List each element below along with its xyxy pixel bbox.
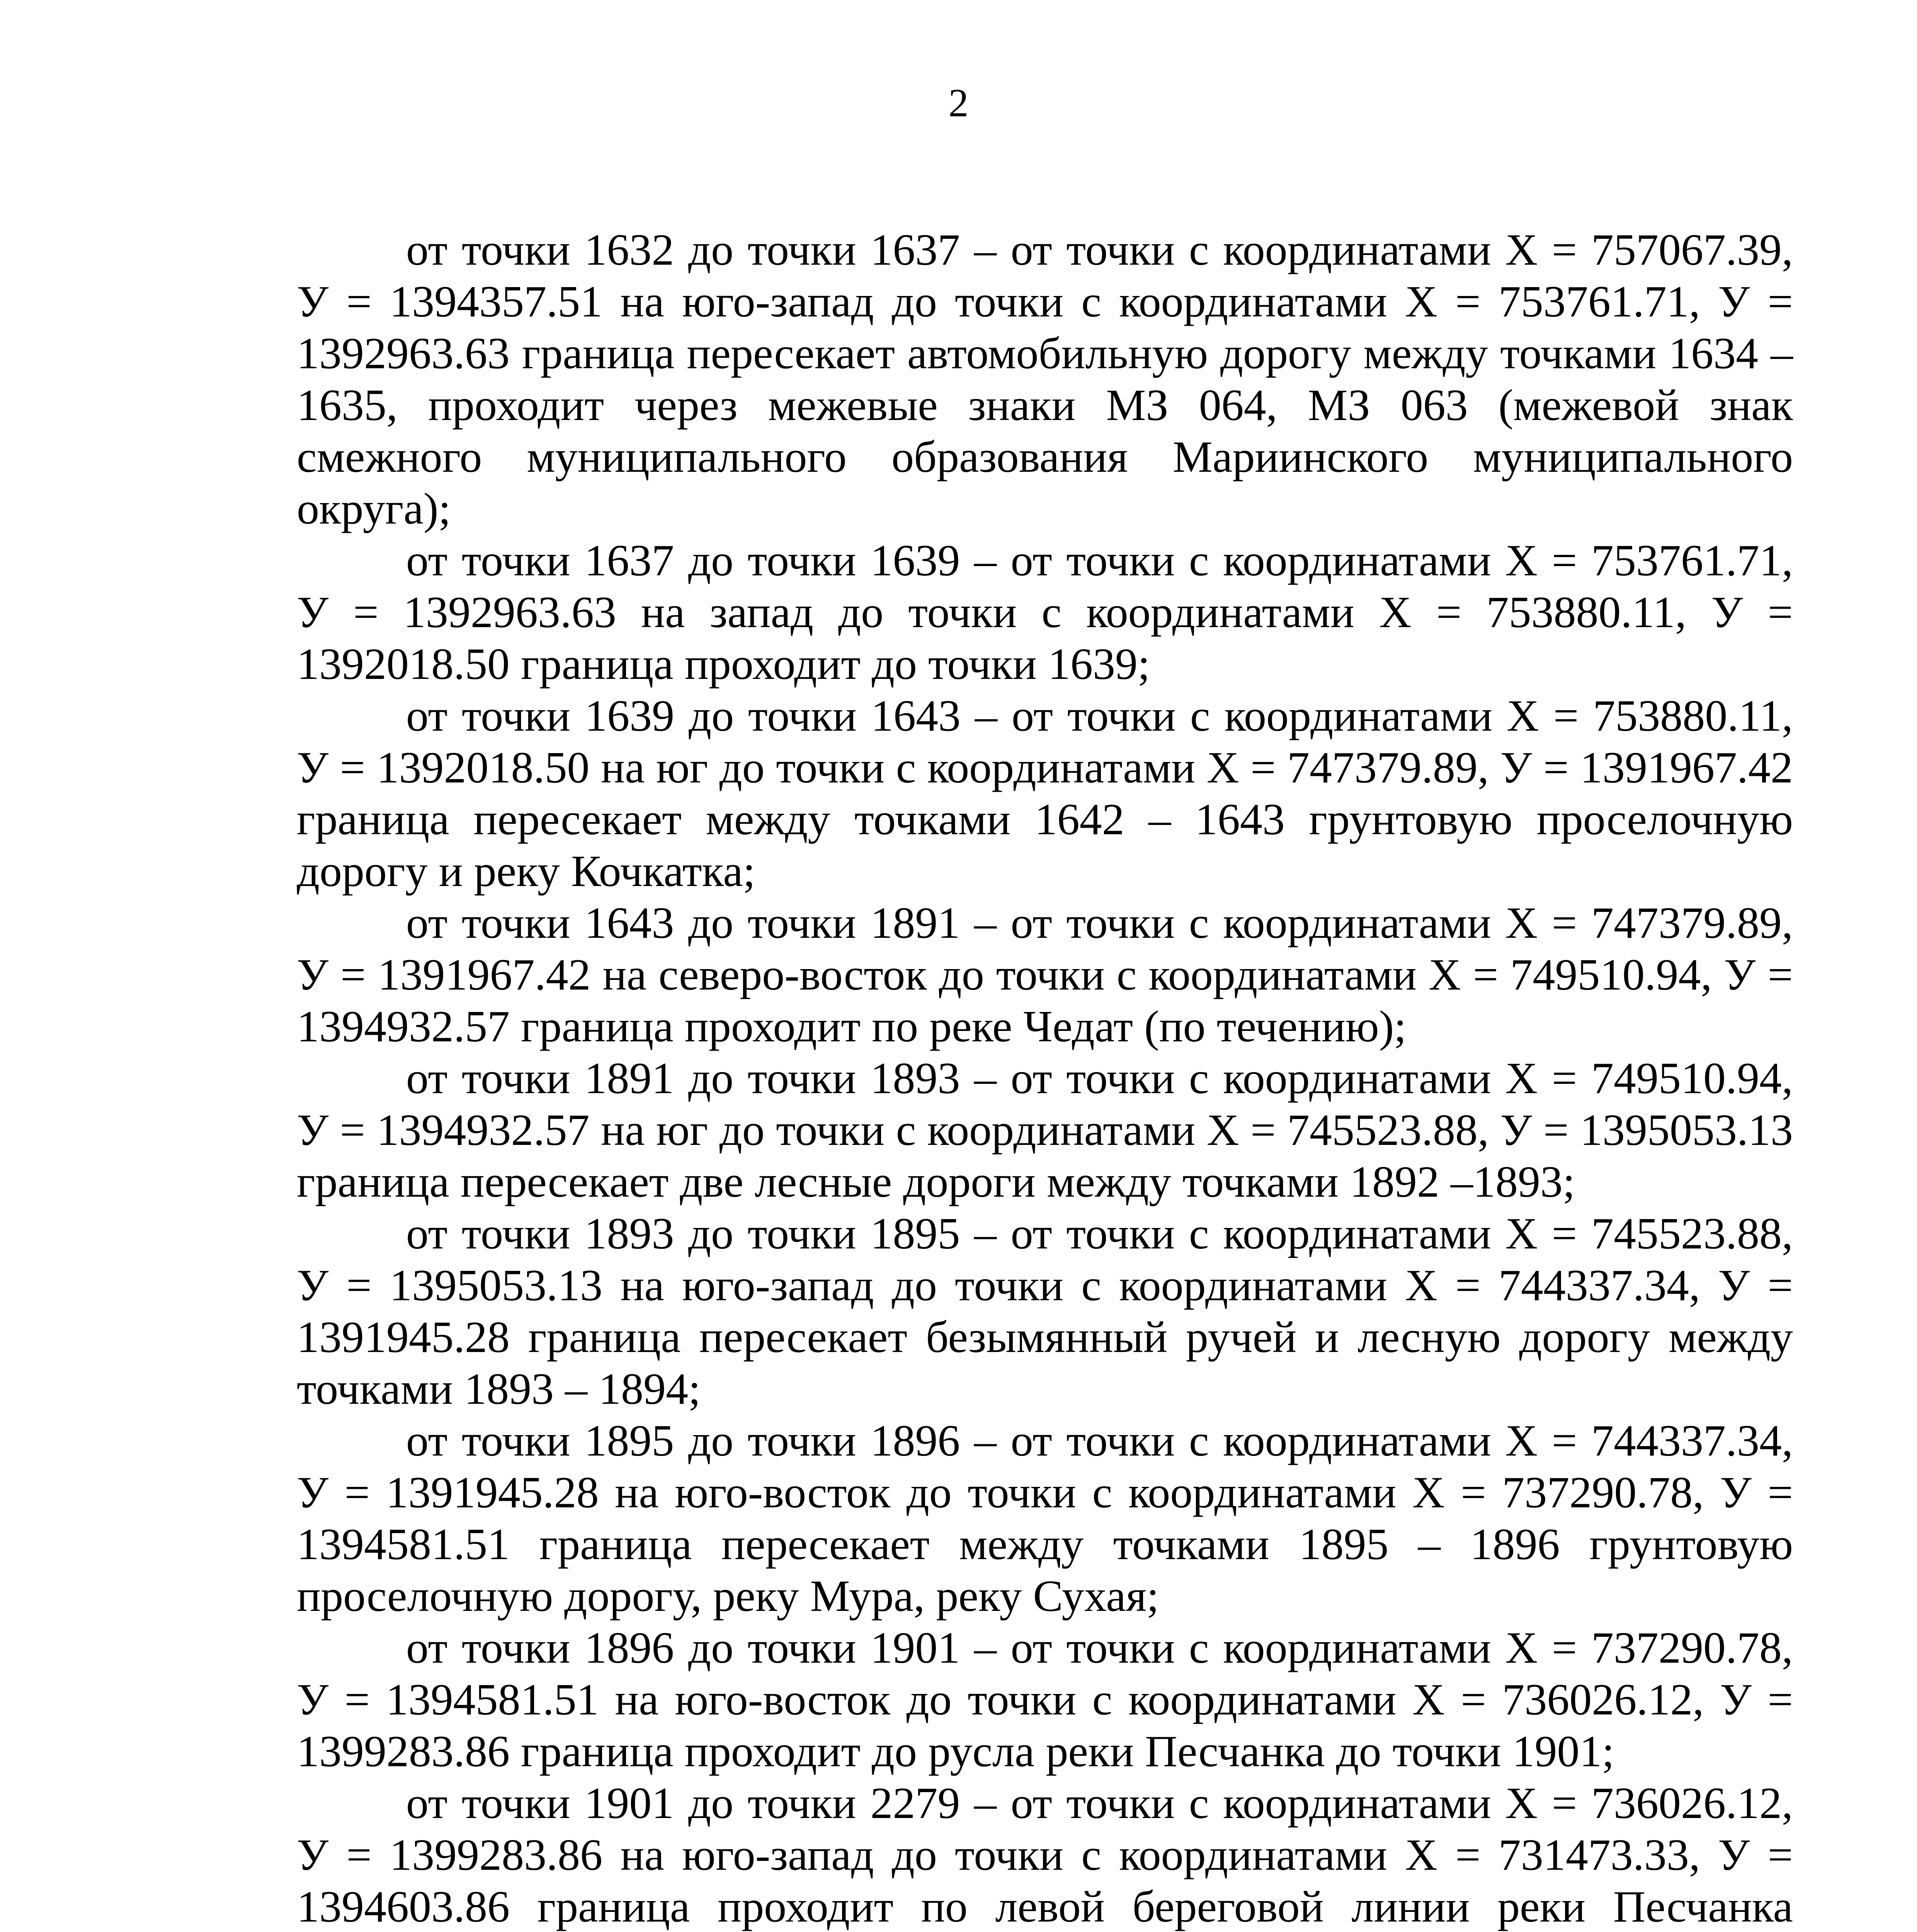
paragraph: от точки 1896 до точки 1901 – от точки с координатами Х = 737290.78, У = 1394581.51 на юго-восток до точки с координатами Х = 736026.12, У = 1399283.86 граница проходит до русла реки Песчанка до точки 1901; <box>297 1623 1793 1776</box>
paragraph: от точки 1637 до точки 1639 – от точки с координатами Х = 753761.71, У = 1392963.63 на запад до точки с координатами Х = 753880.11, У = 1392018.50 граница проходит до точки 1639; <box>297 536 1793 689</box>
paragraph: от точки 1901 до точки 2279 – от точки с координатами Х = 736026.12, У = 1399283.86 на юго-запад до точки с координатами Х = 731473.33, У = 1394603.86 граница проходит по левой береговой линии реки Песчанка <box>297 1779 1793 1932</box>
paragraph: от точки 1632 до точки 1637 – от точки с координатами Х = 757067.39, У = 1394357.51 на юго-запад до точки с координатами Х = 753761.71, У = 1392963.63 граница пересекает автомобильную дорогу между точками 1634 – 1635, проходит через межевые знаки МЗ 064, МЗ 063 (межевой знак смежного муниципального образования Мариинского муниципального округа); <box>297 225 1793 534</box>
page-number: 2 <box>948 81 969 125</box>
document-body <box>297 224 1793 1932</box>
paragraph: от точки 1895 до точки 1896 – от точки с координатами Х = 744337.34, У = 1391945.28 на юго-восток до точки с координатами Х = 737290.78, У = 1394581.51 граница пересекает между точками 1895 – 1896 грунтовую проселочную дорогу, реку Мура, реку Сухая; <box>297 1416 1793 1621</box>
paragraph: от точки 1639 до точки 1643 – от точки с координатами Х = 753880.11, У = 1392018.50 на юг до точки с координатами Х = 747379.89, У = 1391967.42 граница пересекает между точками 1642 – 1643 грунтовую проселочную дорогу и реку Кочкатка; <box>297 691 1793 896</box>
paragraph: от точки 1893 до точки 1895 – от точки с координатами Х = 745523.88, У = 1395053.13 на юго-запад до точки с координатами Х = 744337.34, У = 1391945.28 граница пересекает безымянный ручей и лесную дорогу между точками 1893 – 1894; <box>297 1209 1793 1414</box>
paragraph: от точки 1891 до точки 1893 – от точки с координатами Х = 749510.94, У = 1394932.57 на юг до точки с координатами Х = 745523.88, У = 1395053.13 граница пересекает две лесные дороги между точками 1892 –1893; <box>297 1054 1793 1207</box>
paragraph: от точки 1643 до точки 1891 – от точки с координатами Х = 747379.89, У = 1391967.42 на северо-восток до точки с координатами Х = 749510.94, У = 1394932.57 граница проходит по реке Чедат (по течению); <box>297 898 1793 1051</box>
